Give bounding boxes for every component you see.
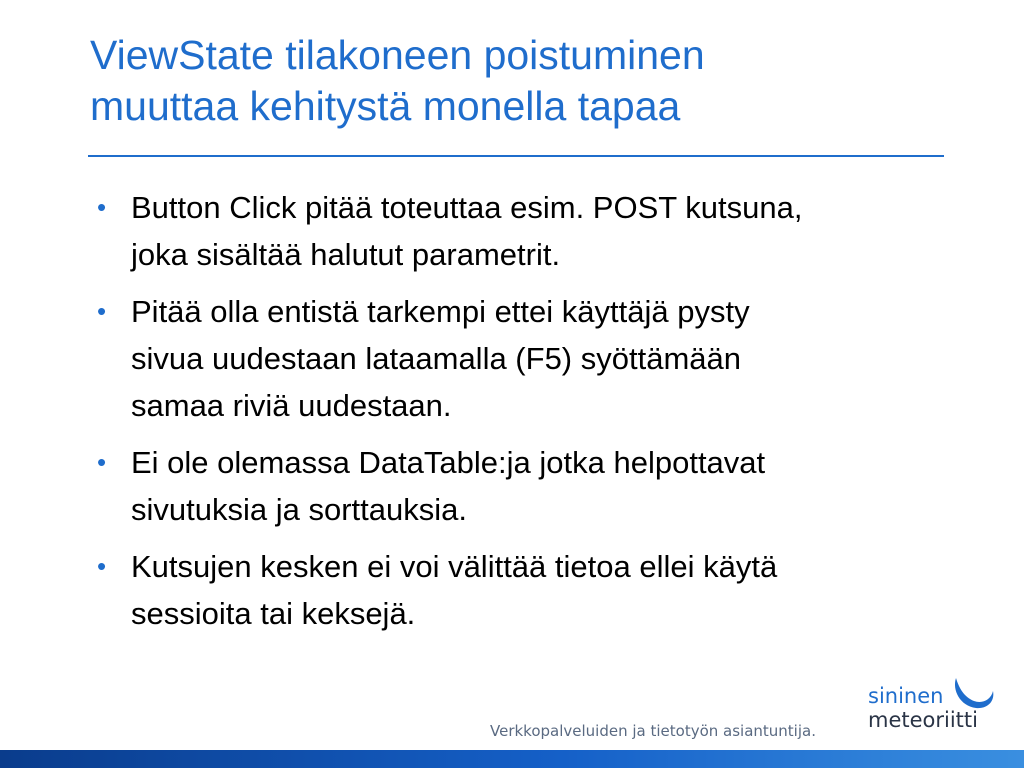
bullet-item-1 <box>95 184 1015 278</box>
bullet-2-line-2: sivua uudestaan lataamalla (F5) syöttämään <box>131 341 741 376</box>
bullet-list <box>95 184 1015 647</box>
bullet-icon: • <box>97 551 107 581</box>
bullet-icon: • <box>97 447 107 477</box>
title-divider <box>88 155 944 157</box>
logo-word-sininen: sininen <box>868 684 944 708</box>
title-line-1: ViewState tilakoneen poistuminen <box>90 32 705 78</box>
title-line-2: muuttaa kehitystä monella tapaa <box>90 83 681 129</box>
bullet-1-line-1: Button Click pitää toteuttaa esim. POST kutsuna, <box>131 190 803 225</box>
bullet-icon: • <box>97 192 107 222</box>
bullet-4-line-2: sessioita tai keksejä. <box>131 596 416 631</box>
bullet-3-line-2: sivutuksia ja sorttauksia. <box>131 492 467 527</box>
company-logo <box>868 676 1008 744</box>
bullet-item-2 <box>95 288 1015 429</box>
bullet-1-line-2: joka sisältää halutut parametrit. <box>131 237 561 272</box>
bullet-item-3 <box>95 439 1015 533</box>
bullet-3-line-1: Ei ole olemassa DataTable:ja jotka helpottavat <box>131 445 766 480</box>
logo-word-meteoriitti: meteoriitti <box>868 708 978 732</box>
bullet-icon: • <box>97 296 107 326</box>
slide-title <box>90 30 970 132</box>
footer-bar <box>0 750 1024 768</box>
bullet-4-line-1: Kutsujen kesken ei voi välittää tietoa ellei käytä <box>131 549 778 584</box>
bullet-2-line-1: Pitää olla entistä tarkempi ettei käyttäjä pysty <box>131 294 750 329</box>
footer-tagline: Verkkopalveluiden ja tietotyön asiantuntija. <box>490 722 816 740</box>
bullet-2-line-3: samaa riviä uudestaan. <box>131 388 452 423</box>
bullet-item-4 <box>95 543 1015 637</box>
